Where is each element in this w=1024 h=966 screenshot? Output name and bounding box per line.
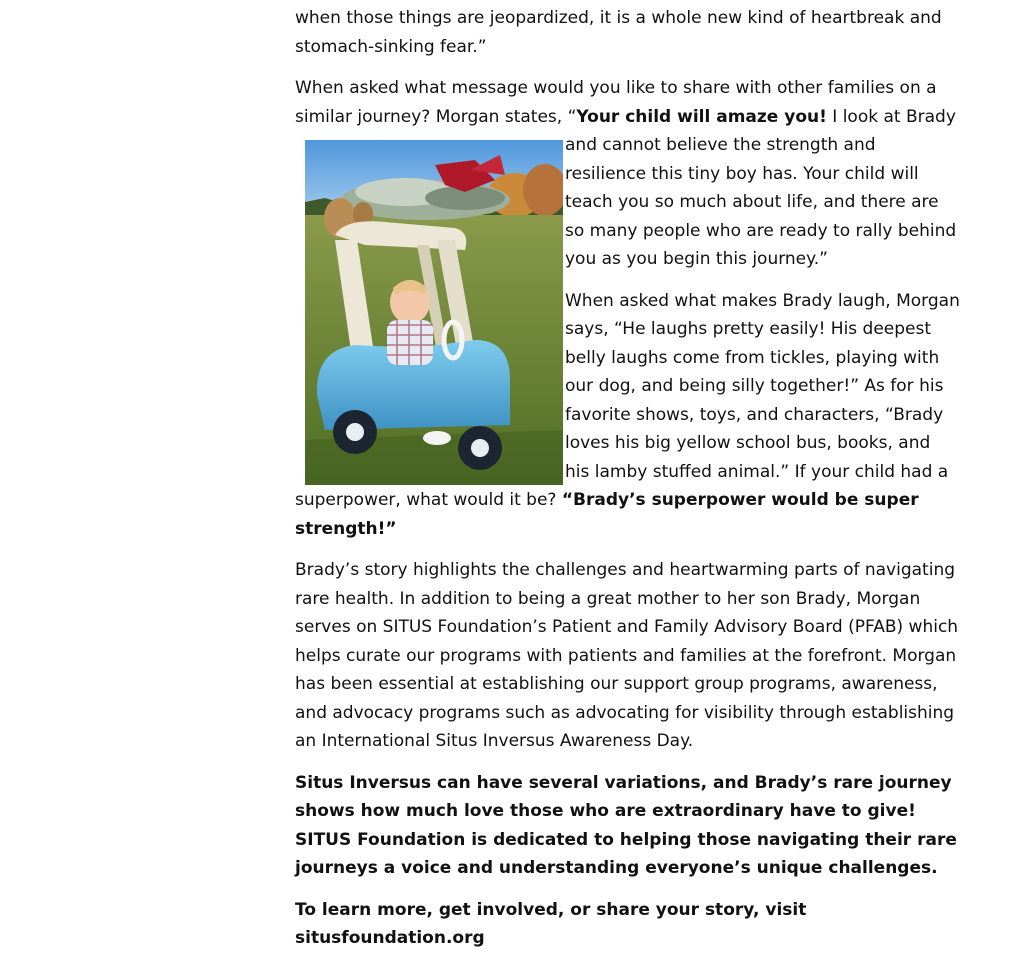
paragraph-story: Brady’s story highlights the challenges and heartwarming parts of navigating rare health. In addition to being a great mother to her son Brady, Morgan serves on SITUS Foundation’s Patient and Family Advisory Board (PFAB) which helps curate our programs with patients and families at the forefront. Morgan has been essential at establishing our support group programs, awareness, and advocacy programs such as advocating for visibility through establishing an International Situs Inversus Awareness Day. xyxy=(295,560,959,751)
message-intro: When asked what message would you like to share with other families on a similar journey? Morgan states, “ xyxy=(295,78,937,127)
paragraph-cta: To learn more, get involved, or share your story, visit situsfoundation.org xyxy=(295,899,807,948)
message-bold: Your child will amaze you! xyxy=(576,106,827,127)
paragraph-heartbreak: when those things are jeopardized, it is a whole new kind of heartbreak and stomach-sinking fear.” xyxy=(295,8,942,57)
superpower-quote: “Brady’s superpower would be super strength!” xyxy=(295,490,919,539)
paragraph-situs: Situs Inversus can have several variations, and Brady’s rare journey shows how much love those who are extraordinary have to give! SITUS Foundation is dedicated to helping those navigating their rare journeys a voice and understanding everyone’s unique challenges. xyxy=(295,772,957,878)
message-rest: I look at Brady and cannot believe the strength and resilience this tiny boy has. Your child will teach you so much about life, and there are so many people who are ready to rally behind you as you begin this journey.” xyxy=(565,106,957,269)
laugh-text: When asked what makes Brady laugh, Morgan says, “He laughs pretty easily! His deepest belly laughs come from tickles, playing with our dog, and being silly together!” As for his favorite shows, toys, and characters, “Brady loves his big yellow school bus, books, and his lamby stuffed animal.” If your child had a superpower, what would it be? xyxy=(295,290,960,510)
photo-illustration xyxy=(305,140,563,485)
brady-photo xyxy=(305,140,563,485)
